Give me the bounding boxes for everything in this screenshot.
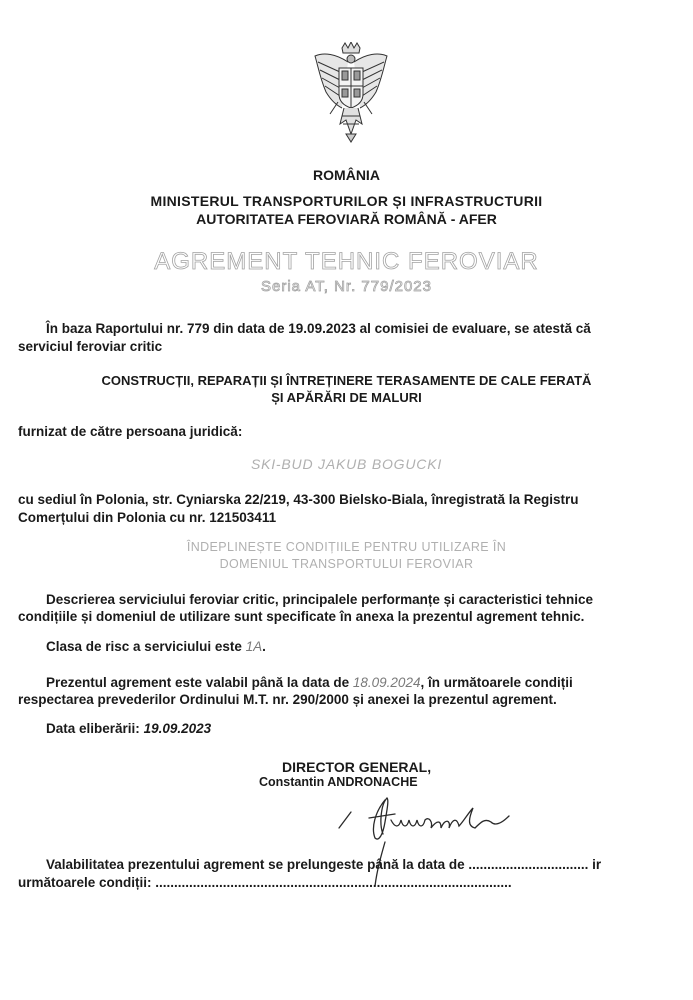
ministry-name: MINISTERUL TRANSPORTURILOR ȘI INFRASTRUCTURII <box>150 193 543 209</box>
risk-class-value: 1A <box>245 639 263 654</box>
signatory-role: DIRECTOR GENERAL, <box>282 759 432 775</box>
issue-date-line <box>46 720 446 737</box>
service-name-line-2: ȘI APĂRĂRI DE MALURI <box>271 390 422 405</box>
validity-prefix: Prezentul agrement este valabil până la data de <box>46 675 350 690</box>
authority-name: AUTORITATEA FEROVIARĂ ROMÂNĂ - AFER <box>196 211 497 227</box>
coat-of-arms-emblem <box>312 42 390 144</box>
company-name: SKI-BUD JAKUB BOGUCKI <box>250 456 443 472</box>
risk-class-label: Clasa de risc a serviciului este <box>46 639 242 654</box>
provider-label: furnizat de către persoana juridică: <box>18 424 243 439</box>
extension-line-1: Valabilitatea prezentului agrement se prelungeste până la data de ................................ ir <box>46 857 602 872</box>
risk-class-suffix: . <box>262 639 266 654</box>
validity-line-1 <box>46 674 686 691</box>
service-name-line-1: CONSTRUCȚII, REPARAȚII ȘI ÎNTREȚINERE TERASAMENTE DE CALE FERATĂ <box>101 373 592 388</box>
extension-line-2: următoarele condiții: ............................................................................................... <box>18 875 512 890</box>
description-line-2: condițiile și domeniul de utilizare sunt specificate în anexa la prezentul agrement tehnic. <box>18 609 585 624</box>
signatory-name: Constantin ANDRONACHE <box>259 775 418 789</box>
validity-line-2: respectarea prevederilor Ordinului M.T. nr. 290/2000 și anexei la prezentul agrement. <box>18 692 557 707</box>
validity-suffix: , în următoarele condiții <box>420 675 573 690</box>
validity-date: 18.09.2024 <box>352 675 421 690</box>
intro-line-1: În baza Raportului nr. 779 din data de 19.09.2023 al comisiei de evaluare, se atestă că <box>46 321 591 336</box>
risk-class-line <box>46 638 446 655</box>
document-series: Seria AT, Nr. 779/2023 <box>261 278 432 295</box>
country-name: ROMÂNIA <box>313 167 380 183</box>
address-line-1: cu sediul în Polonia, str. Cyniarska 22/219, 43-300 Bielsko-Biala, înregistrată la Registru <box>18 492 579 507</box>
intro-line-2: serviciul feroviar critic <box>18 339 163 354</box>
conditions-line-2: DOMENIUL TRANSPORTULUI FEROVIAR <box>219 557 474 571</box>
conditions-line-1: ÎNDEPLINEȘTE CONDIȚIILE PENTRU UTILIZARE ÎN <box>186 540 507 554</box>
address-line-2: Comerțului din Polonia cu nr. 121503411 <box>18 510 277 525</box>
description-line-1: Descrierea serviciului feroviar critic, principalele performanțe și caracteristici tehnice <box>46 592 594 607</box>
issue-date-label: Data eliberării: <box>46 721 140 736</box>
issue-date-value: 19.09.2023 <box>143 721 212 736</box>
document-title: AGREMENT TEHNIC FEROVIAR <box>154 248 539 275</box>
